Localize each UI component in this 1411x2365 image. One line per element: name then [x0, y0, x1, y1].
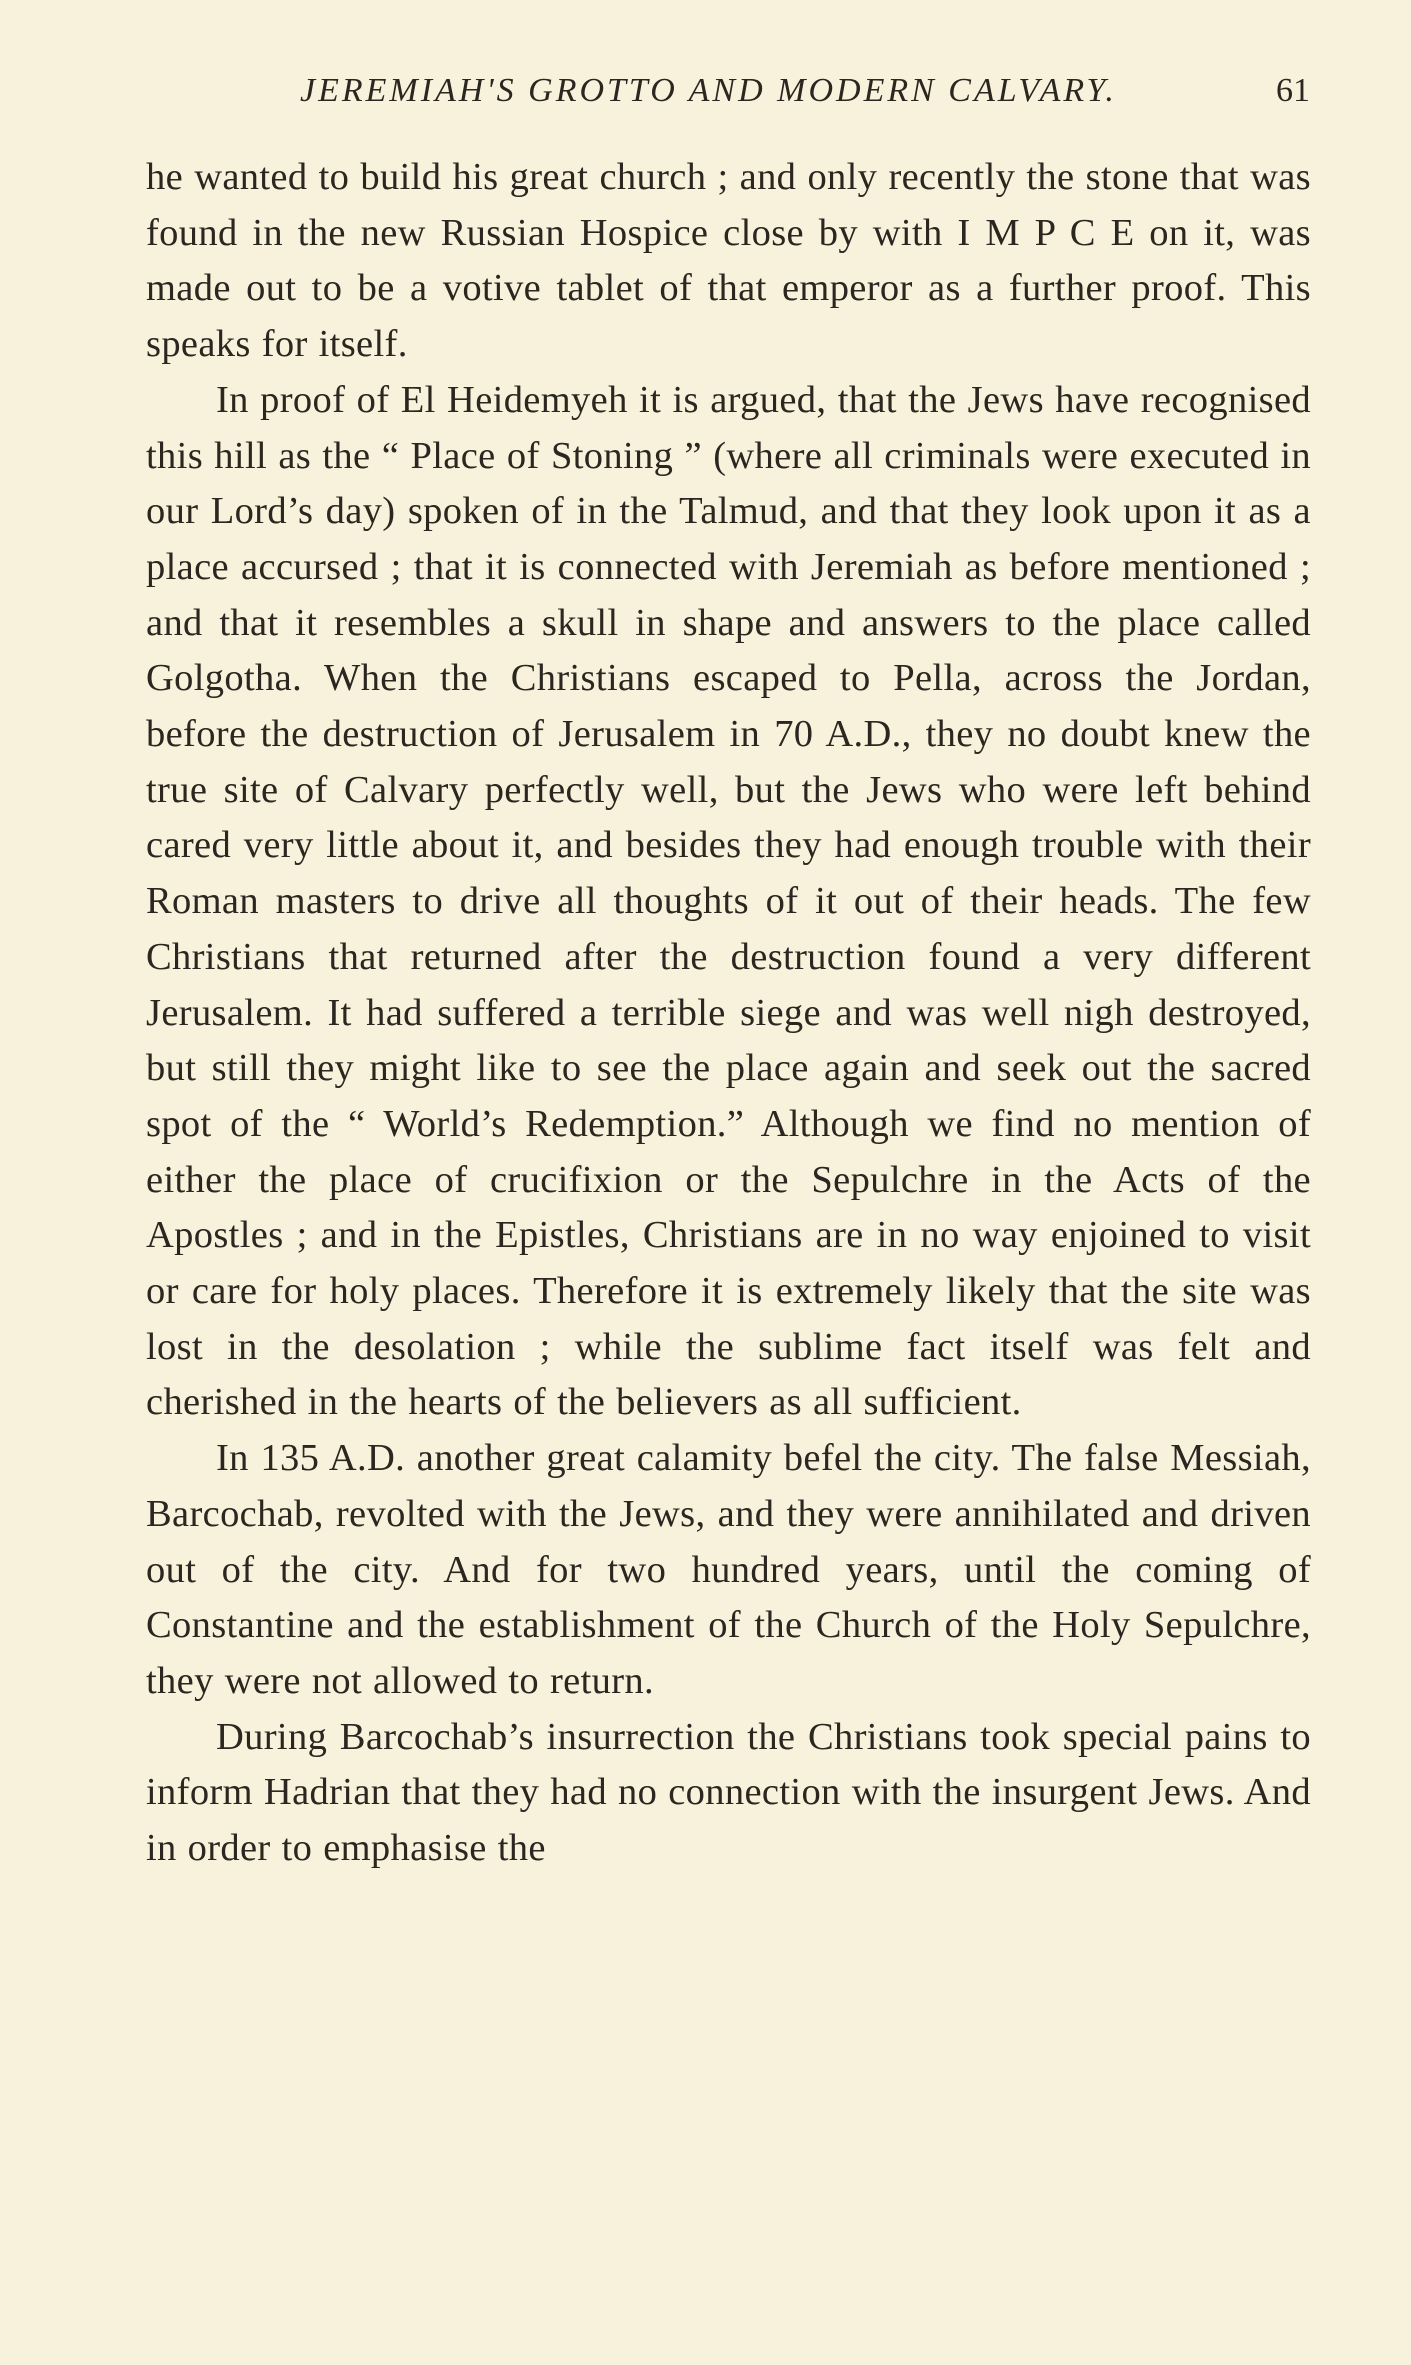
running-head — [145, 72, 1310, 122]
page-number: 61 — [1276, 72, 1310, 109]
running-title: JEREMIAH'S GROTTO AND MODERN CALVARY. — [300, 72, 1117, 109]
paragraph-135-ad: In 135 A.D. another great calamity befel the city. The false Messiah, Barcochab, revolted with the Jews, and they were annihilated and driven out of the city. And for two hundred years, until the coming of Constantine and the establishment of the Church of the Holy Sepulchre, they were not allowed to return. — [146, 1437, 1311, 1702]
paragraph-continuation: he wanted to build his great church ; and only recently the stone that was found in the new Russian Hospice close by with I M P C E on it, was made out to be a votive tablet of that emperor as a further proof. This speaks for itself. — [146, 156, 1311, 366]
paragraph-el-heidemyeh: In proof of El Heidemyeh it is argued, that the Jews have recognised this hill as the “ Place of Stoning ” (where all criminals were executed in our Lord’s day) spoken of in the Talmud, and that they look upon it as a place accursed ; that it is connected with Jeremiah as before mentioned ; and that it resembles a skull in shape and answers to the place called Golgotha. When the Christians escaped to Pella, across the Jordan, before the destruction of Jerusalem in 70 A.D., they no doubt knew the true site of Calvary perfectly well, but the Jews who were left behind cared very little about it, and besides they had enough trouble with their Roman masters to drive all thoughts of it out of their heads. The few Christians that returned after the destruction found a very different Jerusalem. It had suffered a terrible siege and was well nigh destroyed, but still they might like to see the place again and seek out the sacred spot of the “ World’s Redemption.” Although we find no mention of either the place of crucifixion or the Sepulchre in the Acts of the Apostles ; and in the Epistles, Christians are in no way enjoined to visit or care for holy places. Therefore it is extremely likely that the site was lost in the desolation ; while the sublime fact itself was felt and cherished in the hearts of the believers as all sufficient. — [146, 378, 1311, 1424]
paragraph-barcochab: During Barcochab’s insurrection the Christians took special pains to inform Hadrian that they had no connection with the insurgent Jews. And in order to emphasise the — [146, 1715, 1311, 1870]
body-text — [146, 150, 1311, 1877]
